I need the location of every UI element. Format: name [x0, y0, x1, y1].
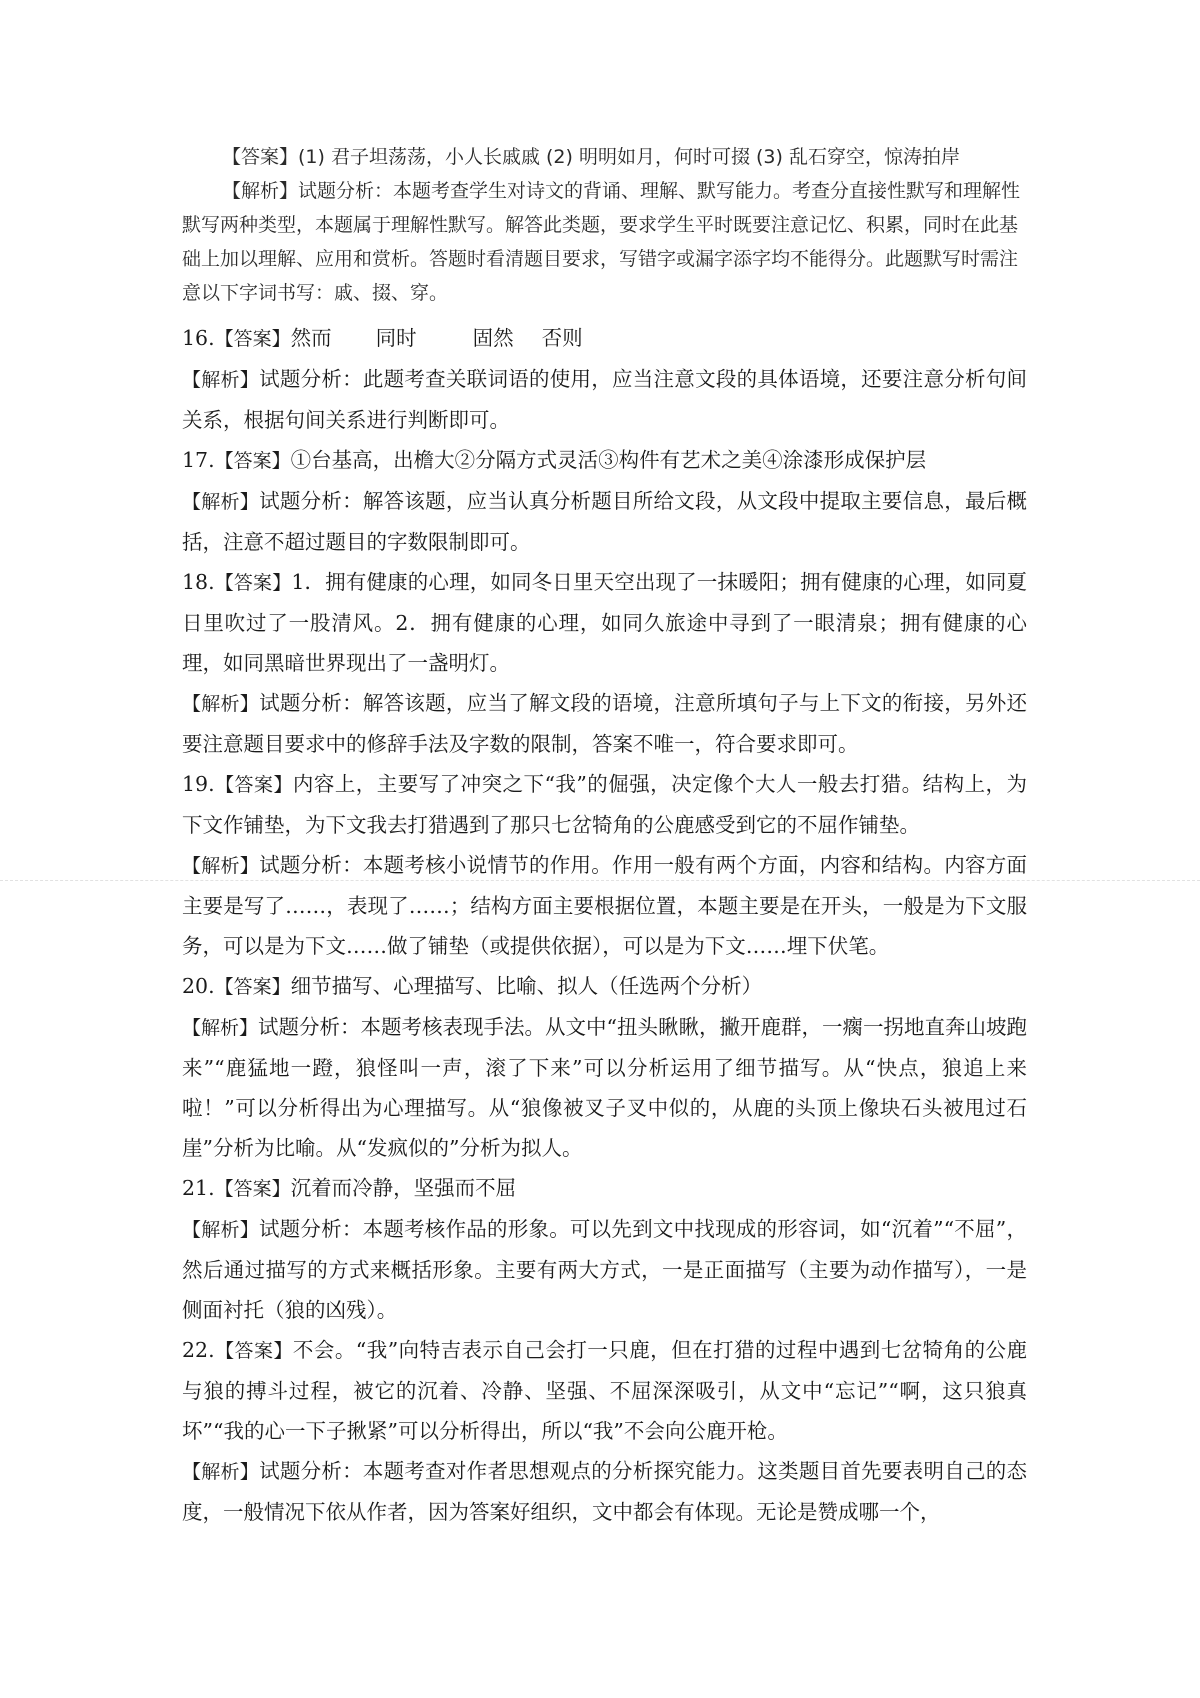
analysis-text: 试题分析：解答该题，应当了解文段的语境，注意所填句子与上下文的衔接，另外还要注意题目要求中的修辞手法及字数的限制，答案不唯一，符合要求即可。 — [182, 691, 1027, 756]
analysis-text: 试题分析：解答该题，应当认真分析题目所给文段，从文段中提取主要信息，最后概括，注意不超过题目的字数限制即可。 — [182, 489, 1027, 554]
answer-text: 细节描写、心理描写、比喻、拟人（任选两个分析） — [290, 974, 763, 998]
answer-label: 【答案】 — [214, 976, 291, 998]
answer-label: 【答案】 — [214, 774, 293, 796]
scanned-answer-block — [182, 140, 1027, 310]
answer-label: 【答案】 — [214, 450, 291, 472]
analysis-19 — [182, 845, 1027, 966]
analysis-label: 【解析】 — [182, 1219, 259, 1241]
analysis-text: 试题分析：本题考查对作者思想观点的分析探究能力。这类题目首先要表明自己的态度，一般情况下依从作者，因为答案好组织，文中都会有体现。无论是赞成哪一个， — [182, 1459, 1027, 1524]
document-content — [182, 140, 1027, 1532]
answer-21 — [182, 1168, 1027, 1209]
analysis-text: 试题分析：本题考核小说情节的作用。作用一般有两个方面，内容和结构。内容方面主要是写了……，表现了……；结构方面主要根据位置，本题主要是在开头，一般是为下文服务，可以是为下文……做了铺垫（或提供依据），可以是为下文……埋下伏笔。 — [182, 853, 1027, 958]
question-number: 22. — [182, 1338, 215, 1362]
answer-18 — [182, 562, 1027, 683]
scanned-analysis-label: 【解析】 — [222, 180, 299, 202]
analysis-17 — [182, 481, 1027, 562]
answer-19 — [182, 764, 1027, 845]
answer-text: 1．拥有健康的心理，如同冬日里天空出现了一抹暖阳；拥有健康的心理，如同夏日里吹过了一股清风。2．拥有健康的心理，如同久旅途中寻到了一眼清泉；拥有健康的心理，如同黑暗世界现出了一盏明灯。 — [182, 570, 1027, 675]
analysis-text: 试题分析：此题考查关联词语的使用，应当注意文段的具体语境，还要注意分析句间关系，根据句间关系进行判断即可。 — [182, 367, 1027, 432]
answer-label: 【答案】 — [214, 1340, 293, 1362]
answer-label: 【答案】 — [214, 328, 291, 350]
answer-label: 【答案】 — [214, 1178, 291, 1200]
answer-label: 【答案】 — [214, 572, 292, 594]
analysis-text: 试题分析：本题考核作品的形象。可以先到文中找现成的形容词，如“沉着”“不屈”，然后通过描写的方式来概括形象。主要有两大方式，一是正面描写（主要为动作描写），一是侧面衬托（狼的凶残）。 — [182, 1217, 1027, 1322]
question-number: 21. — [182, 1176, 215, 1200]
answer-16 — [182, 318, 1027, 359]
analysis-18 — [182, 683, 1027, 764]
analysis-text: 试题分析：本题考核表现手法。从文中“扭头瞅瞅，撇开鹿群，一瘸一拐地直奔山坡跑来”“鹿猛地一蹬，狼怪叫一声，滚了下来”可以分析运用了细节描写。从“快点，狼追上来啦！”可以分析得出为心理描写。从“狼像被叉子叉中似的，从鹿的头顶上像块石头被甩过石崖”分析为比喻。从“发疯似的”分析为拟人。 — [182, 1015, 1027, 1160]
answer-text: 沉着而冷静，坚强而不屈 — [290, 1176, 517, 1200]
scanned-answer-text: (1) 君子坦荡荡，小人长戚戚 (2) 明明如月，何时可掇 (3) 乱石穿空，惊涛拍岸 — [298, 146, 960, 168]
analysis-label: 【解析】 — [182, 491, 260, 513]
analysis-label: 【解析】 — [182, 1017, 259, 1039]
scanned-analysis-text: 试题分析：本题考查学生对诗文的背诵、理解、默写能力。考查分直接性默写和理解性默写两种类型，本题属于理解性默写。解答此类题，要求学生平时既要注意记忆、积累，同时在此基础上加以理解、应用和赏析。答题时看清题目要求，写错字或漏字添字均不能得分。此题默写时需注意以下字词书写：戚、掇、穿。 — [182, 180, 1021, 304]
answer-17 — [182, 440, 1027, 481]
question-number: 19. — [182, 772, 215, 796]
answer-text: 不会。“我”向特吉表示自己会打一只鹿，但在打猎的过程中遇到七岔犄角的公鹿与狼的搏斗过程，被它的沉着、冷静、坚强、不屈深深吸引，从文中“忘记”“啊，这只狼真坏”“我的心一下子揪紧”可以分析得出，所以“我”不会向公鹿开枪。 — [182, 1338, 1027, 1443]
analysis-21 — [182, 1209, 1027, 1330]
answer-22 — [182, 1330, 1027, 1451]
question-number: 16. — [182, 326, 215, 350]
analysis-16 — [182, 359, 1027, 440]
analysis-label: 【解析】 — [182, 1461, 260, 1483]
scanned-answer-line — [182, 140, 1027, 174]
analysis-label: 【解析】 — [182, 855, 260, 877]
analysis-label: 【解析】 — [182, 369, 260, 391]
analysis-22 — [182, 1451, 1027, 1532]
analysis-20 — [182, 1007, 1027, 1168]
answer-text: ①台基高，出檐大②分隔方式灵活③构件有艺术之美④涂漆形成保护层 — [290, 448, 927, 472]
question-number: 18. — [182, 570, 215, 594]
question-number: 17. — [182, 448, 215, 472]
answer-word-4: 否则 — [541, 326, 583, 350]
answer-20 — [182, 966, 1027, 1007]
answer-word-3: 固然 — [472, 326, 514, 350]
answer-text: 内容上，主要写了冲突之下“我”的倔强，决定像个大人一般去打猎。结构上，为下文作铺垫，为下文我去打猎遇到了那只七岔犄角的公鹿感受到它的不屈作铺垫。 — [182, 772, 1027, 837]
answer-word-2: 同时 — [375, 326, 417, 350]
question-number: 20. — [182, 974, 215, 998]
scanned-analysis-line — [182, 174, 1027, 310]
analysis-label: 【解析】 — [182, 693, 260, 715]
answer-word-1: 然而 — [290, 326, 332, 350]
scanned-answer-label: 【答案】 — [222, 146, 299, 168]
